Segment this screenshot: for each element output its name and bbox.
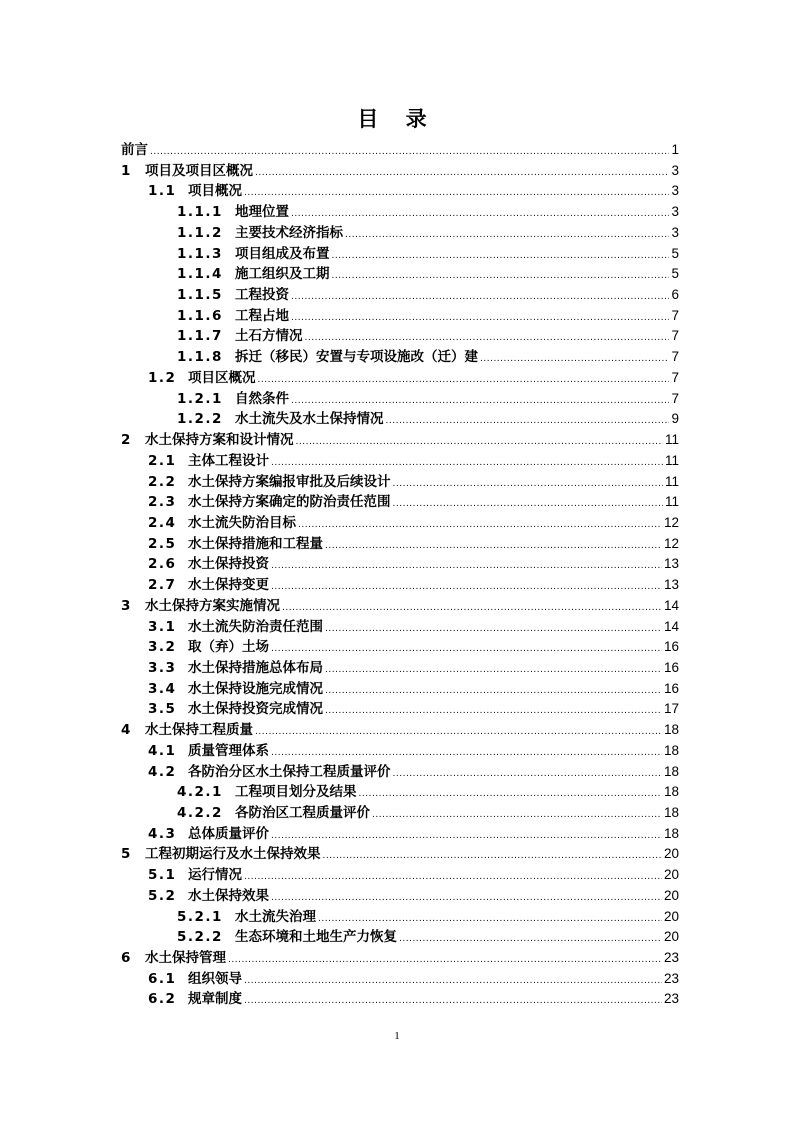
toc-entry-title: 水土保持方案确定的防治责任范围 xyxy=(188,494,391,511)
toc-entry-title: 水土保持措施和工程量 xyxy=(188,535,323,552)
toc-entry[interactable] xyxy=(121,865,679,886)
toc-entry-title: 组织领导 xyxy=(188,970,242,987)
toc-entry-number: 2.3 xyxy=(148,494,177,511)
dot-leader xyxy=(393,474,663,495)
dot-leader xyxy=(386,411,670,432)
toc-entry-title: 水土保持方案编报审批及后续设计 xyxy=(188,473,391,490)
toc-entry-title: 项目概况 xyxy=(188,183,242,200)
dot-leader xyxy=(291,204,669,225)
toc-entry-title: 前言 xyxy=(121,142,148,158)
toc-entry[interactable] xyxy=(121,430,679,451)
toc-entry[interactable] xyxy=(121,492,679,513)
toc-entry-title: 主体工程设计 xyxy=(188,452,269,469)
toc-entry-page: 23 xyxy=(663,991,679,1007)
toc-entry-number: 1.1.2 xyxy=(177,224,223,241)
toc-entry-number: 4.2 xyxy=(148,763,177,780)
toc-entry-page: 20 xyxy=(663,887,679,903)
toc-entry-page: 18 xyxy=(663,722,679,738)
toc-entry-page: 11 xyxy=(664,432,679,448)
toc-entry-title: 主要技术经济指标 xyxy=(235,224,343,241)
dot-leader xyxy=(399,929,662,950)
dot-leader xyxy=(393,494,663,515)
toc-entry-number: 3.2 xyxy=(148,639,177,656)
toc-entry-title: 项目组成及布置 xyxy=(235,245,330,262)
toc-entry-number: 4.3 xyxy=(148,825,177,842)
toc-entry-title: 水土流失治理 xyxy=(235,908,316,925)
toc-entry-page: 16 xyxy=(663,639,679,655)
toc-entry-number: 1.1.3 xyxy=(177,245,223,262)
toc-entry-title: 自然条件 xyxy=(235,390,289,407)
toc-entry-page: 18 xyxy=(663,742,679,758)
toc-entry[interactable] xyxy=(121,782,679,803)
toc-entry-page: 18 xyxy=(663,805,679,820)
toc-entry[interactable] xyxy=(121,803,679,824)
toc-entry-title: 水土保持变更 xyxy=(188,577,269,594)
toc-entry-title: 水土保持工程质量 xyxy=(145,722,253,739)
toc-entry[interactable] xyxy=(121,969,679,990)
toc-entry[interactable] xyxy=(121,472,679,493)
toc-entry-page: 11 xyxy=(664,452,679,468)
toc-entry-page: 17 xyxy=(663,701,679,717)
toc-entry-number: 2.5 xyxy=(148,535,177,552)
toc-entry-number: 2.2 xyxy=(148,473,177,490)
toc-entry-number: 1.1.6 xyxy=(177,307,223,324)
toc-entry-page: 9 xyxy=(671,411,679,427)
dot-leader xyxy=(271,556,662,577)
toc-entry-number: 2.6 xyxy=(148,556,177,573)
dot-leader xyxy=(325,536,662,557)
toc-entry-page: 3 xyxy=(671,162,679,178)
toc-entry-number: 3.1 xyxy=(148,618,177,635)
toc-entry-title: 总体质量评价 xyxy=(188,825,269,842)
toc-entry-title: 项目及项目区概况 xyxy=(145,162,253,179)
dot-leader xyxy=(325,701,662,722)
toc-entry[interactable] xyxy=(121,244,679,265)
toc-entry-number: 1 xyxy=(121,162,132,179)
dot-leader xyxy=(291,391,669,412)
toc-entry-page: 20 xyxy=(663,929,679,945)
toc-entry[interactable] xyxy=(121,368,679,389)
dot-leader xyxy=(325,660,662,681)
toc-entry[interactable] xyxy=(121,181,679,202)
toc-entry-number: 1.2.1 xyxy=(177,390,223,407)
dot-leader xyxy=(291,287,669,308)
dot-leader xyxy=(296,432,663,453)
table-of-contents xyxy=(121,140,679,1010)
dot-leader xyxy=(255,722,662,743)
toc-entry[interactable] xyxy=(121,326,679,347)
toc-entry-page: 7 xyxy=(671,307,679,323)
dot-leader xyxy=(228,950,662,971)
toc-entry-number: 2.1 xyxy=(148,452,177,469)
dot-leader xyxy=(244,971,662,992)
toc-entry[interactable] xyxy=(121,596,679,617)
toc-entry-number: 5.2 xyxy=(148,887,177,904)
toc-entry-number: 2.4 xyxy=(148,514,177,531)
toc-entry[interactable] xyxy=(121,306,679,327)
toc-entry-title: 各防治区工程质量评价 xyxy=(235,805,370,821)
toc-entry-number: 3.4 xyxy=(148,680,177,697)
toc-entry-page: 6 xyxy=(671,287,679,303)
toc-entry[interactable] xyxy=(121,575,679,596)
toc-entry[interactable] xyxy=(121,844,679,865)
toc-entry-title: 质量管理体系 xyxy=(188,742,269,759)
toc-entry-page: 5 xyxy=(671,245,679,261)
toc-entry-title: 水土保持设施完成情况 xyxy=(188,680,323,697)
toc-entry[interactable] xyxy=(121,762,679,783)
dot-leader xyxy=(271,888,662,909)
toc-entry[interactable] xyxy=(121,285,679,306)
dot-leader xyxy=(271,453,663,474)
dot-leader xyxy=(480,349,669,370)
dot-leader xyxy=(244,867,662,888)
dot-leader xyxy=(305,328,670,349)
toc-entry[interactable] xyxy=(121,202,679,223)
toc-entry-page: 11 xyxy=(664,473,679,489)
toc-entry-title: 水土保持投资完成情况 xyxy=(188,701,323,718)
dot-leader xyxy=(150,142,669,163)
toc-entry[interactable] xyxy=(121,658,679,679)
dot-leader xyxy=(298,515,662,536)
toc-entry-page: 20 xyxy=(663,846,679,862)
toc-entry-number: 1.1.7 xyxy=(177,328,223,345)
toc-entry-number: 3.5 xyxy=(148,701,177,718)
toc-entry-number: 1.1.5 xyxy=(177,287,223,304)
toc-entry-title: 水土保持方案实施情况 xyxy=(145,597,280,614)
toc-entry[interactable] xyxy=(121,409,679,430)
toc-entry-number: 3.3 xyxy=(148,659,177,676)
dot-leader xyxy=(282,598,662,619)
toc-entry-page: 18 xyxy=(663,763,679,779)
toc-entry-page: 3 xyxy=(671,204,679,220)
toc-entry-page: 3 xyxy=(671,224,679,240)
toc-entry[interactable] xyxy=(121,907,679,928)
dot-leader xyxy=(393,764,662,785)
toc-entry-page: 23 xyxy=(663,970,679,986)
toc-entry-page: 1 xyxy=(671,142,679,157)
toc-entry-page: 11 xyxy=(664,494,679,510)
toc-entry[interactable] xyxy=(121,264,679,285)
toc-entry-page: 7 xyxy=(671,390,679,406)
toc-entry[interactable] xyxy=(121,886,679,907)
dot-leader xyxy=(372,805,662,826)
toc-entry-page: 23 xyxy=(663,950,679,966)
toc-entry-title: 地理位置 xyxy=(235,204,289,221)
toc-entry-page: 16 xyxy=(663,659,679,675)
dot-leader xyxy=(271,639,662,660)
dot-leader xyxy=(271,577,662,598)
toc-entry[interactable] xyxy=(121,389,679,410)
toc-entry-page: 13 xyxy=(663,577,679,593)
toc-entry-title: 项目区概况 xyxy=(188,369,256,386)
toc-entry-page: 20 xyxy=(663,908,679,924)
toc-entry-page: 7 xyxy=(671,328,679,344)
dot-leader xyxy=(255,163,669,184)
dot-leader xyxy=(271,826,662,847)
toc-entry-number: 4.2.2 xyxy=(177,805,223,821)
toc-entry-number: 1.2 xyxy=(148,369,177,386)
toc-entry-page: 14 xyxy=(663,597,679,613)
toc-entry-number: 4.1 xyxy=(148,742,177,759)
toc-entry-page: 13 xyxy=(663,556,679,572)
toc-entry-title: 规章制度 xyxy=(188,991,242,1008)
toc-entry-page: 14 xyxy=(663,618,679,634)
toc-entry[interactable] xyxy=(121,451,679,472)
toc-entry-title: 水土保持效果 xyxy=(188,887,269,904)
toc-entry[interactable] xyxy=(121,824,679,845)
toc-entry-number: 4 xyxy=(121,722,132,739)
toc-entry[interactable] xyxy=(121,720,679,741)
dot-leader xyxy=(323,846,662,867)
toc-entry-title: 取（弃）土场 xyxy=(188,639,269,656)
toc-entry-number: 2 xyxy=(121,432,132,449)
toc-entry-title: 各防治分区水土保持工程质量评价 xyxy=(188,763,391,780)
toc-entry-number: 1.2.2 xyxy=(177,411,223,428)
toc-entry-number: 1.1.4 xyxy=(177,266,223,283)
toc-entry-title: 工程项目划分及结果 xyxy=(235,784,357,801)
toc-entry[interactable] xyxy=(121,699,679,720)
toc-entry-title: 工程初期运行及水土保持效果 xyxy=(145,846,321,863)
toc-entry-title: 水土流失防治目标 xyxy=(188,514,296,531)
toc-entry-number: 1.1.8 xyxy=(177,349,223,366)
page-number-footer: 1 xyxy=(394,1030,400,1042)
dot-leader xyxy=(332,266,670,287)
toc-entry[interactable] xyxy=(121,617,679,638)
toc-entry-number: 1.1.1 xyxy=(177,204,223,221)
dot-leader xyxy=(359,784,662,805)
toc-entry-number: 6.2 xyxy=(148,991,177,1008)
toc-entry-number: 5.2.2 xyxy=(177,929,223,946)
toc-entry-title: 土石方情况 xyxy=(235,328,303,345)
toc-entry-page: 16 xyxy=(663,680,679,696)
toc-entry-title: 水土保持措施总体布局 xyxy=(188,659,323,676)
toc-entry-title: 工程占地 xyxy=(235,307,289,324)
toc-entry-title: 拆迁（移民）安置与专项设施改（迁）建 xyxy=(235,349,478,366)
toc-entry-number: 5 xyxy=(121,846,132,863)
toc-entry[interactable] xyxy=(121,140,679,161)
toc-entry-number: 1.1 xyxy=(148,183,177,200)
toc-entry[interactable] xyxy=(121,161,679,182)
toc-entry[interactable] xyxy=(121,347,679,368)
toc-entry[interactable] xyxy=(121,679,679,700)
toc-title: 目 录 xyxy=(357,106,437,131)
toc-entry-number: 3 xyxy=(121,597,132,614)
toc-entry[interactable] xyxy=(121,513,679,534)
toc-entry-page: 12 xyxy=(663,514,679,530)
toc-entry-title: 水土保持投资 xyxy=(188,556,269,573)
dot-leader xyxy=(332,246,670,267)
toc-entry-page: 12 xyxy=(663,535,679,551)
toc-entry-title: 运行情况 xyxy=(188,867,242,884)
toc-entry-page: 3 xyxy=(671,183,679,199)
toc-entry[interactable] xyxy=(121,637,679,658)
toc-entry-number: 6.1 xyxy=(148,970,177,987)
toc-entry-title: 水土流失及水土保持情况 xyxy=(235,411,384,428)
dot-leader xyxy=(244,991,662,1012)
toc-entry-page: 7 xyxy=(671,369,679,385)
toc-entry-title: 水土流失防治责任范围 xyxy=(188,618,323,635)
toc-entry-number: 5.2.1 xyxy=(177,908,223,925)
dot-leader xyxy=(244,183,669,204)
toc-entry-page: 18 xyxy=(663,825,679,841)
dot-leader xyxy=(345,225,669,246)
dot-leader xyxy=(325,681,662,702)
toc-entry[interactable] xyxy=(121,554,679,575)
dot-leader xyxy=(325,619,662,640)
toc-entry-page: 20 xyxy=(663,867,679,883)
toc-entry-number: 4.2.1 xyxy=(177,784,223,801)
toc-entry[interactable] xyxy=(121,534,679,555)
toc-entry[interactable] xyxy=(121,948,679,969)
toc-entry-title: 水土保持管理 xyxy=(145,950,226,967)
dot-leader xyxy=(318,909,662,930)
toc-entry-title: 工程投资 xyxy=(235,287,289,304)
toc-entry[interactable] xyxy=(121,223,679,244)
toc-entry-page: 7 xyxy=(671,349,679,365)
toc-entry-number: 2.7 xyxy=(148,577,177,594)
toc-entry-title: 生态环境和土地生产力恢复 xyxy=(235,929,397,946)
toc-entry[interactable] xyxy=(121,989,679,1010)
dot-leader xyxy=(271,743,662,764)
dot-leader xyxy=(291,308,669,329)
toc-entry-title: 施工组织及工期 xyxy=(235,266,330,283)
toc-entry[interactable] xyxy=(121,741,679,762)
toc-entry[interactable] xyxy=(121,927,679,948)
toc-entry-title: 水土保持方案和设计情况 xyxy=(145,432,294,449)
toc-entry-page: 18 xyxy=(663,784,679,800)
toc-entry-number: 6 xyxy=(121,950,132,967)
dot-leader xyxy=(258,370,670,391)
toc-entry-number: 5.1 xyxy=(148,867,177,884)
toc-entry-page: 5 xyxy=(671,266,679,282)
